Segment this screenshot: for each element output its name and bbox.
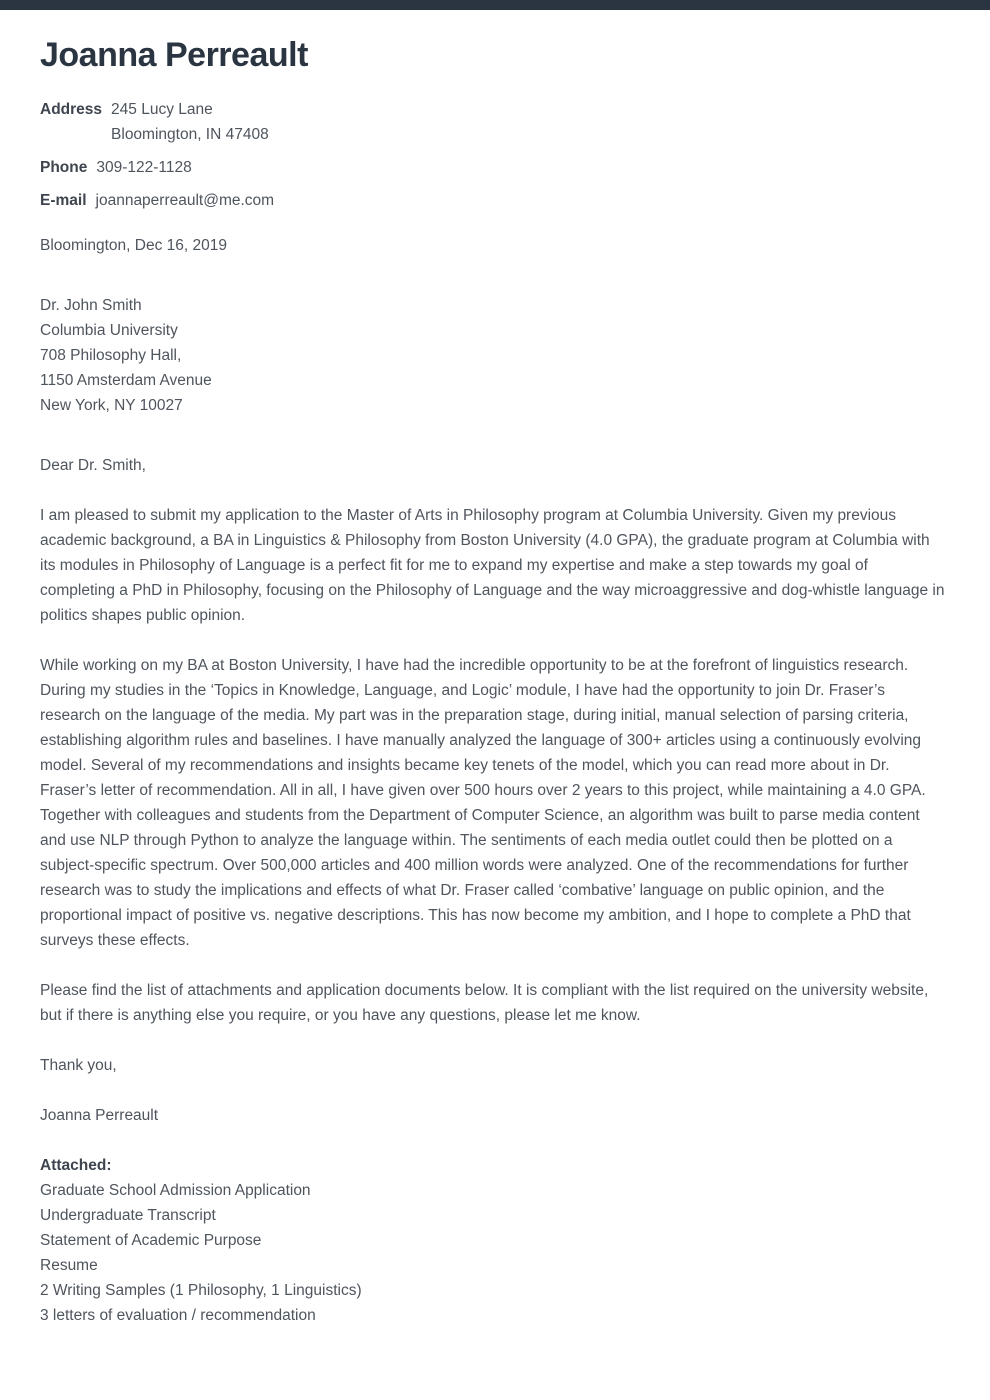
page-title: Joanna Perreault [40, 36, 308, 74]
phone-label: Phone [40, 159, 88, 176]
address-line-2: Bloomington, IN 47408 [111, 126, 269, 143]
attachments-list [40, 1178, 947, 1328]
body-paragraph-1: I am pleased to submit my application to the Master of Arts in Philosophy program at Columbia University. Given my previous academic background, a BA in Linguistics & Philosophy from Boston University (4.0 GPA), the graduate program at Columbia with its modules in Philosophy of Language is a perfect fit for me to expand my expertise and make a step towards my goal of completing a PhD in Philosophy, focusing on the Philosophy of Language and the way microaggressive and dog-whistle language in politics shapes public opinion. [40, 507, 945, 624]
recipient-address-block [40, 293, 947, 418]
attachment-item: Graduate School Admission Application [40, 1182, 311, 1199]
phone-number: 309-122-1128 [96, 159, 192, 176]
attachment-item: Statement of Academic Purpose [40, 1232, 262, 1249]
recipient-institution: Columbia University [40, 322, 178, 339]
body-paragraph-2: While working on my BA at Boston University, I have had the incredible opportunity to be at the forefront of linguistics research. During my studies in the ‘Topics in Knowledge, Language, and Logic’ module, I have had the opportunity to join Dr. Fraser’s research on the language of the media. My part was in the preparation stage, during initial, manual selection of parsing criteria, establishing algorithm rules and baselines. I have manually analyzed the language of 300+ articles using a continuously evolving model. Several of my recommendations and insights became key tenets of the model, which you can read more about in Dr. Fraser’s letter of recommendation. All in all, I have given over 500 hours over 2 years to this project, while maintaining a 4.0 GPA. Together with colleagues and students from the Department of Computer Science, an algorithm was built to parse media content and use NLP through Python to analyze the language within. The sentiments of each media outlet could then be plotted on a subject-specific spectrum. Over 500,000 articles and 400 million words were analyzed. One of the recommendations for further research was to study the implications and effects of what Dr. Fraser called ‘combative’ language on public opinion, and the proportional impact of positive vs. negative descriptions. This has now become my ambition, and I hope to complete a PhD that surveys these effects. [40, 657, 926, 949]
closing-line: Thank you, [40, 1057, 117, 1074]
email-value [96, 188, 275, 213]
attachment-item: 2 Writing Samples (1 Philosophy, 1 Linguistics) [40, 1282, 362, 1299]
address-label: Address [40, 101, 103, 118]
contact-row-email [40, 188, 947, 213]
email-address: joannaperreault@me.com [95, 192, 275, 209]
accent-top-bar [0, 0, 990, 10]
recipient-city-state-zip: New York, NY 10027 [40, 397, 183, 414]
attachment-item: 3 letters of evaluation / recommendation [40, 1307, 316, 1324]
attachments-heading: Attached: [40, 1157, 112, 1174]
attachment-item: Undergraduate Transcript [40, 1207, 216, 1224]
recipient-address-line-1: 708 Philosophy Hall, [40, 347, 182, 364]
recipient-name: Dr. John Smith [40, 297, 142, 314]
address-value [111, 97, 269, 147]
phone-value [96, 155, 191, 180]
letter-content [0, 35, 990, 1328]
attachment-item: Resume [40, 1257, 98, 1274]
contact-row-phone [40, 155, 947, 180]
salutation: Dear Dr. Smith, [40, 457, 146, 474]
body-paragraph-3: Please find the list of attachments and application documents below. It is compliant with the list required on the university website, but if there is anything else you require, or you have any questions, please let me know. [40, 982, 929, 1024]
email-label: E-mail [40, 192, 87, 209]
recipient-address-line-2: 1150 Amsterdam Avenue [40, 372, 212, 389]
address-line-1: 245 Lucy Lane [111, 101, 213, 118]
signature-name: Joanna Perreault [40, 1107, 159, 1124]
contact-info-block [40, 97, 947, 213]
date-line: Bloomington, Dec 16, 2019 [40, 237, 227, 254]
contact-row-address [40, 97, 947, 147]
